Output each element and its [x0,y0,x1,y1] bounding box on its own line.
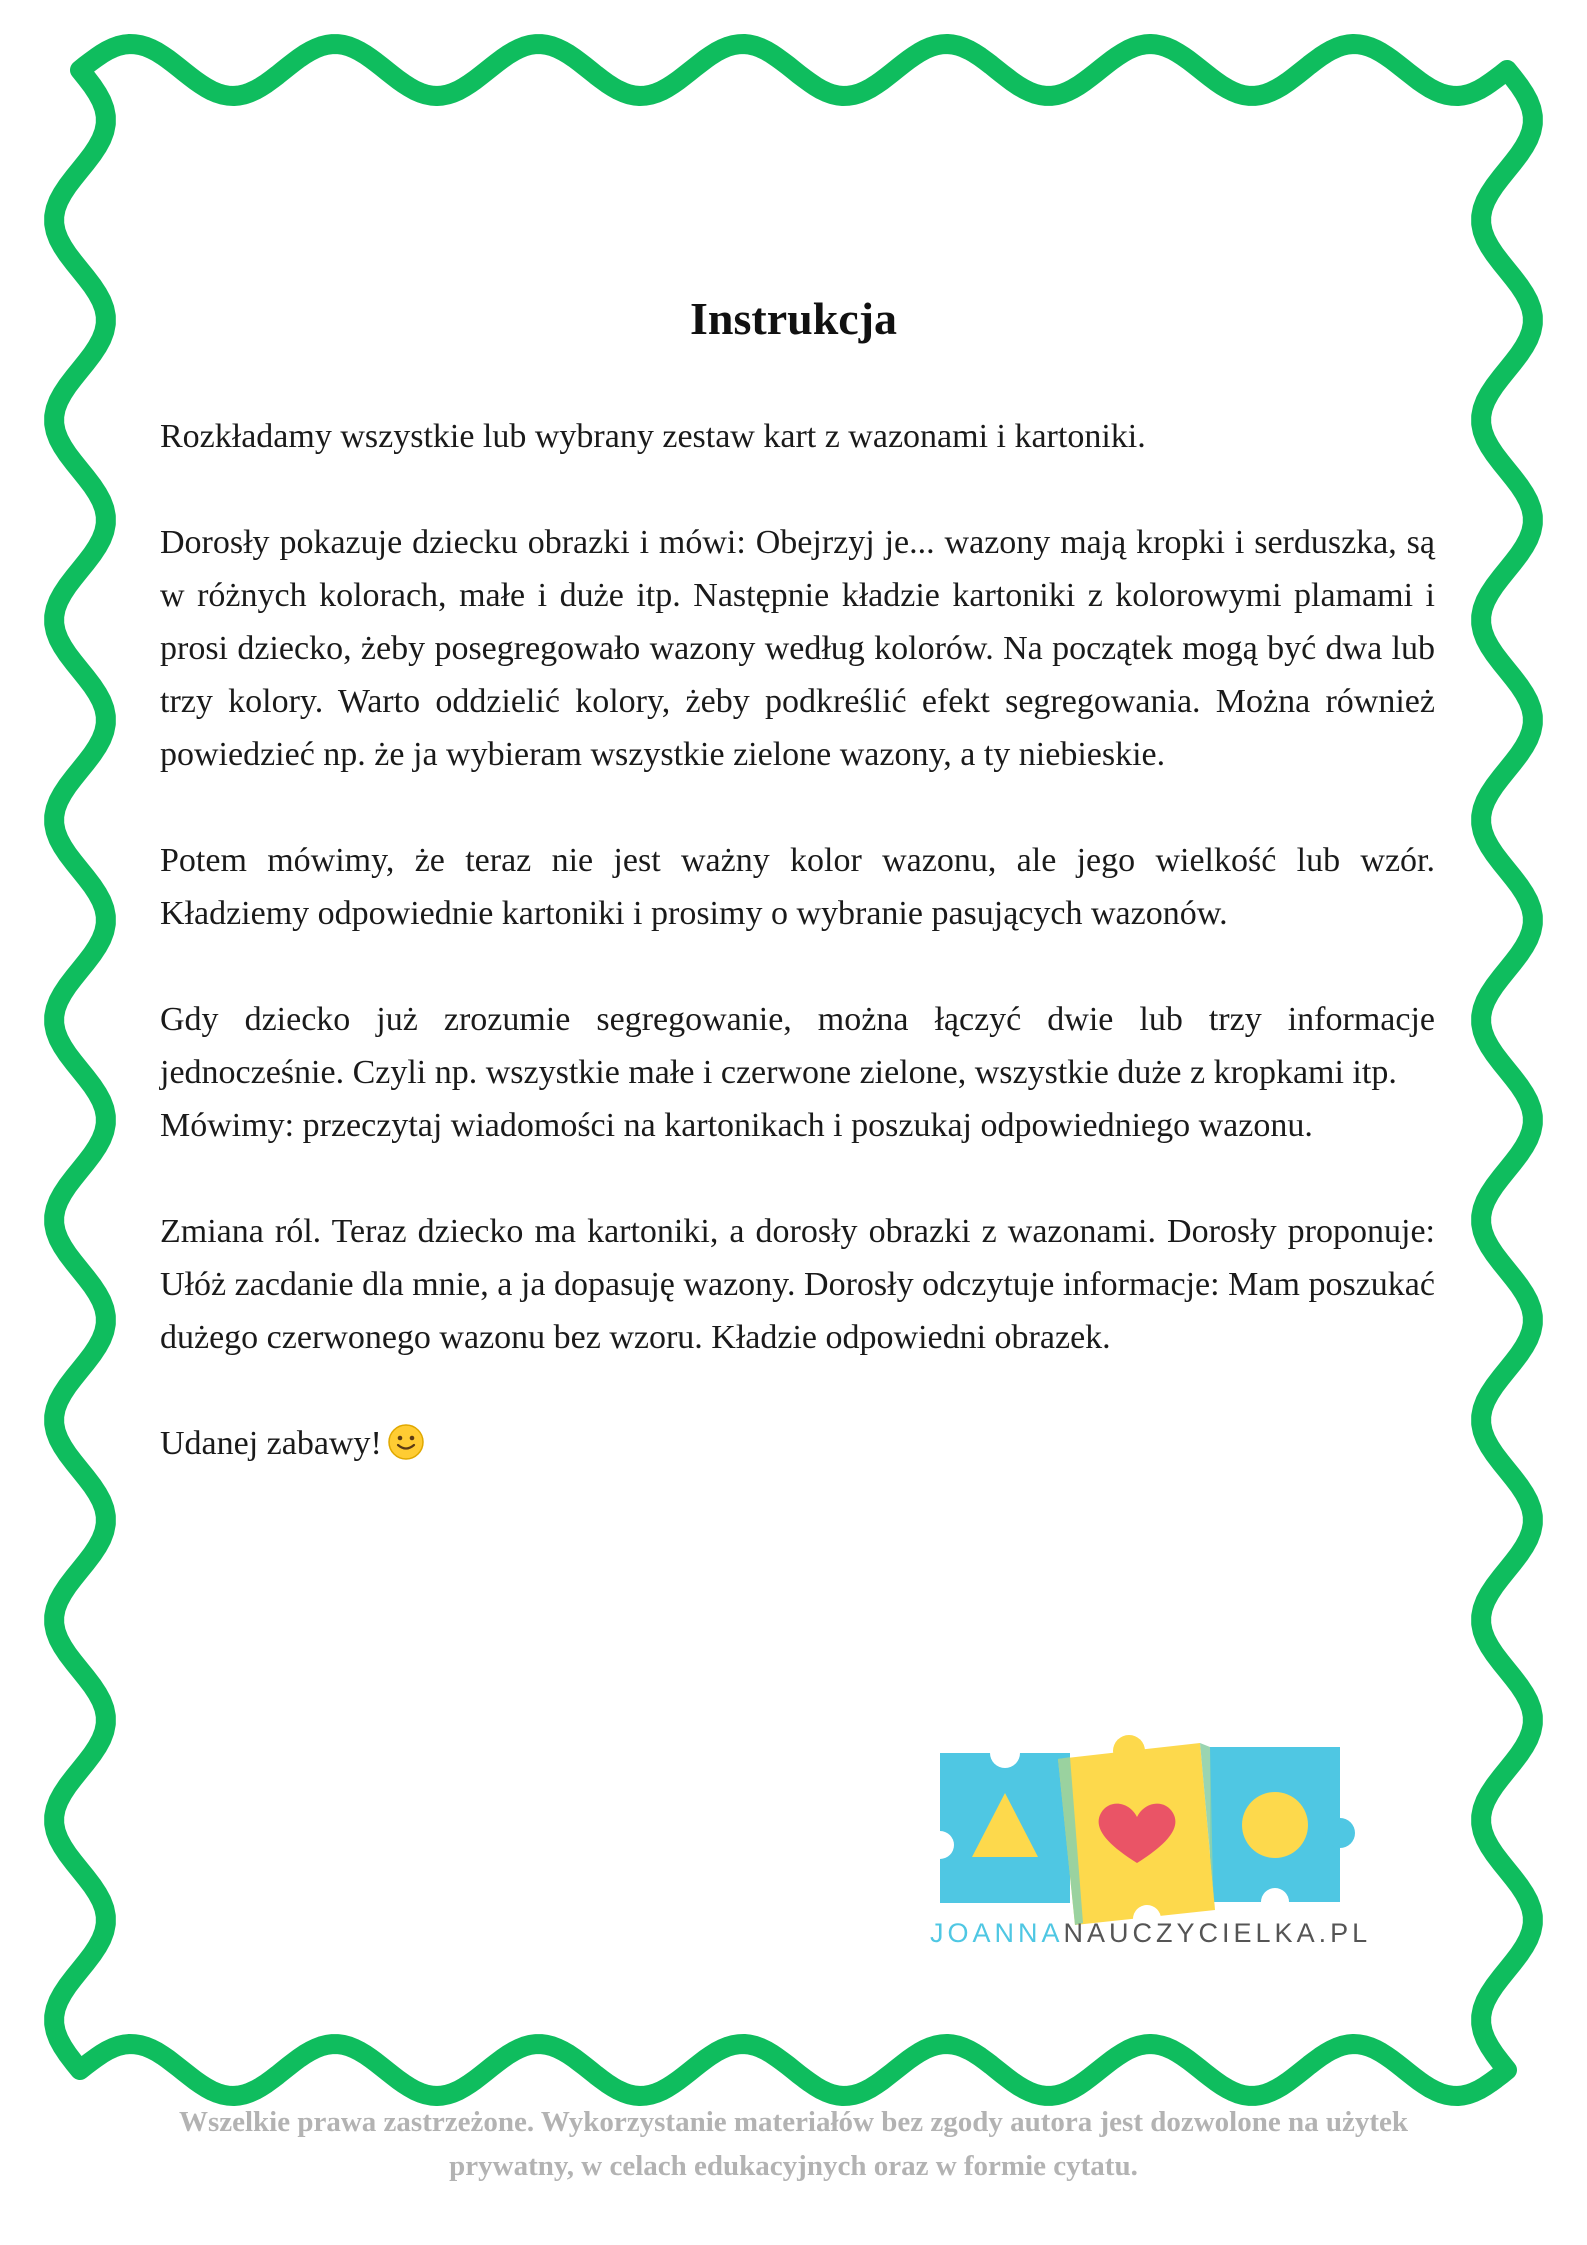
closing-text: Udanej zabawy! [160,1425,382,1462]
paragraph-3: Potem mówimy, że teraz nie jest ważny kolor wazonu, ale jego wielkość lub wzór. Kładziemy odpowiednie kartoniki i prosimy o wybranie pasujących wazonów. [160,842,1435,932]
logo-text-joanna: JOANNA [930,1918,1064,1948]
slightly-smiling-face-icon [388,1424,424,1460]
copyright-footer [40,2100,1547,2188]
paragraph-4: Gdy dziecko już zrozumie segregowanie, można łączyć dwie lub trzy informacje jednocześnie. Czyli np. wszystkie małe i czerwone zielone, wszystkie duże z kropkami itp. [160,1001,1435,1091]
paragraph-1: Rozkładamy wszystkie lub wybrany zestaw kart z wazonami i kartoniki. [160,418,1146,455]
instruction-body [160,410,1435,1470]
circle-icon [1242,1792,1308,1858]
logo-text-nauczycielka: NAUCZYCIELKA.PL [1063,1918,1372,1948]
paragraph-2: Dorosły pokazuje dziecku obrazki i mówi: Obejrzyj je... wazony mają kropki i serduszka, są w różnych kolorach, małe i duże itp. Następnie kładzie kartoniki z kolorowymi plamami i prosi dziecko, żeby posegregowało wazony według kolorów. Na początek mogą być dwa lub trzy kolory. Warto oddzielić kolory, żeby podkreślić efekt segregowania. Można również powiedzieć np. że ja wybieram wszystkie zielone wazony, a ty niebieskie. [160,524,1435,773]
paragraph-6: Zmiana ról. Teraz dziecko ma kartoniki, a dorosły obrazki z wazonami. Dorosły proponuje: Ułóż zacdanie dla mnie, a ja dopasuję wazony. Dorosły odczytuje informacje: Mam poszukać dużego czerwonego wazonu bez wzoru. Kładzie odpowiedni obrazek. [160,1213,1435,1356]
closing-line [160,1417,1435,1470]
footer-line-2: prywatny, w celach edukacyjnych oraz w formie cytatu. [449,2150,1138,2182]
logo-wordmark [930,1918,1370,1949]
logo-puzzle [915,1735,1365,1935]
footer-line-1: Wszelkie prawa zastrzeżone. Wykorzystanie materiałów bez zgody autora jest dozwolone na użytek [178,2106,1409,2138]
page-title: Instrukcja [689,293,898,344]
paragraph-5: Mówimy: przeczytaj wiadomości na kartonikach i poszukaj odpowiedniego wazonu. [160,1107,1313,1144]
